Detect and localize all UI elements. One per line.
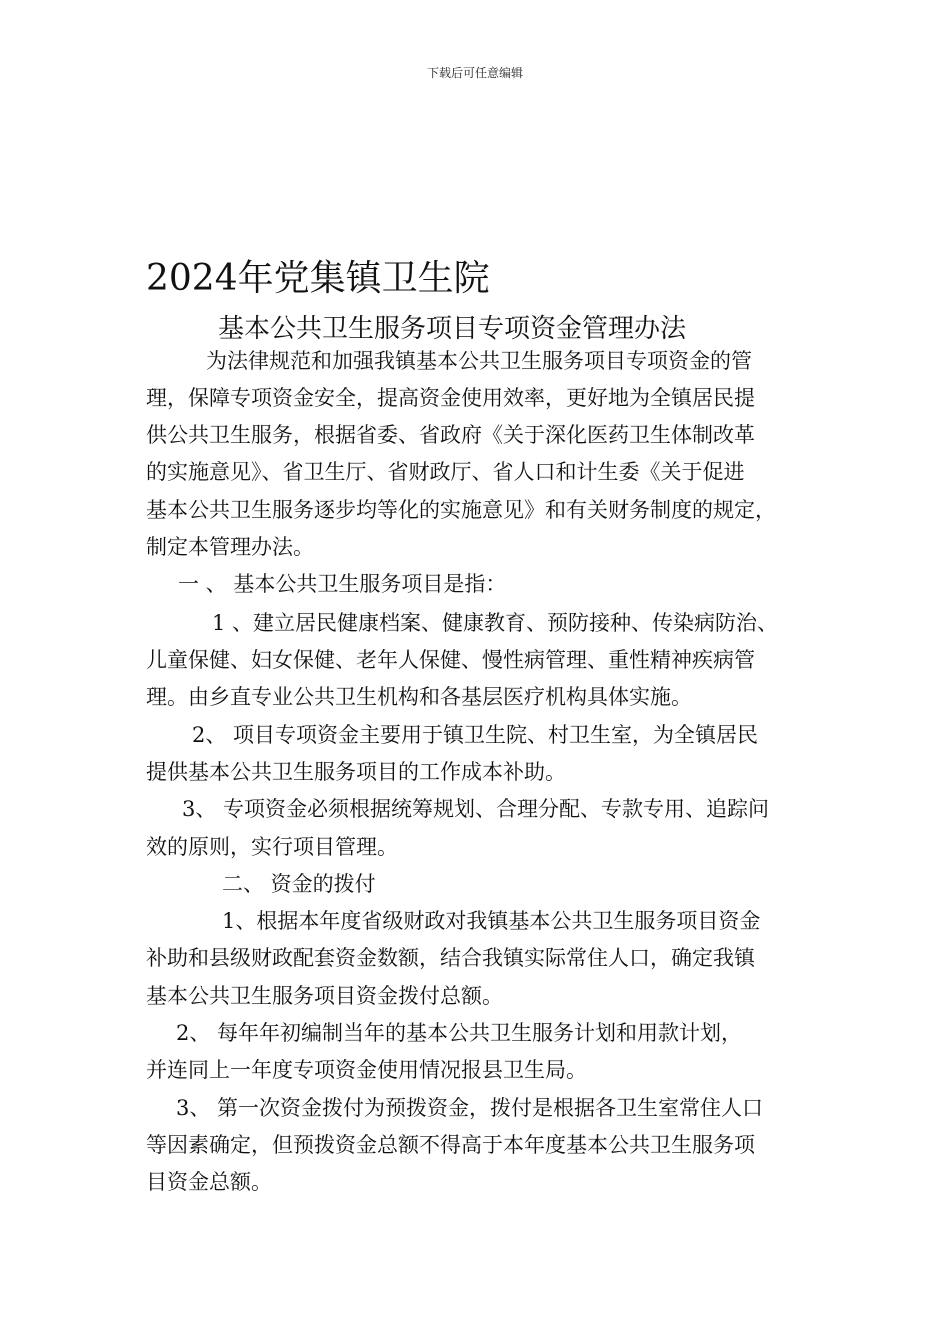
- body-line: 制定本管理办法。: [146, 535, 314, 559]
- body-line: 2、 每年年初编制当年的基本公共卫生服务计划和用款计划，: [176, 1021, 743, 1045]
- document-subtitle: 基本公共卫生服务项目专项资金管理办法: [218, 314, 687, 344]
- body-line: 理。由乡直专业公共卫生机构和各基层医疗机构具体实施。: [146, 685, 692, 709]
- body-line: 等因素确定，但预拨资金总额不得高于本年度基本公共卫生服务项: [146, 1133, 755, 1157]
- body-line: 目资金总额。: [146, 1170, 272, 1194]
- body-line: 3、 专项资金必须根据统筹规划、合理分配、专款专用、追踪问: [182, 797, 770, 821]
- body-line: 1 、建立居民健康档案、健康教育、预防接种、传染病防治、: [212, 611, 779, 635]
- body-line: 供公共卫生服务，根据省委、省政府《关于深化医药卫生体制改革: [146, 423, 755, 447]
- body-line: 补助和县级财政配套资金数额，结合我镇实际常住人口，确定我镇: [146, 946, 755, 970]
- body-line: 理，保障专项资金安全，提高资金使用效率，更好地为全镇居民提: [146, 386, 755, 410]
- body-line: 1、根据本年度省级财政对我镇基本公共卫生服务项目资金: [222, 909, 761, 933]
- header-note: 下载后可任意编辑: [426, 66, 523, 80]
- section-heading: 二、 资金的拨付: [222, 872, 376, 896]
- body-line: 基本公共卫生服务逐步均等化的实施意见》和有关财务制度的规定，: [146, 498, 776, 522]
- body-line: 3、 第一次资金拨付为预拨资金，拨付是根据各卫生室常住人口: [176, 1096, 764, 1120]
- body-line: 2、 项目专项资金主要用于镇卫生院、村卫生室，为全镇居民: [192, 723, 759, 747]
- document-title: 2024年党集镇卫生院: [146, 258, 490, 299]
- body-line: 效的原则，实行项目管理。: [146, 835, 398, 859]
- body-line: 基本公共卫生服务项目资金拨付总额。: [146, 984, 503, 1008]
- body-line: 儿童保健、妇女保健、老年人保健、慢性病管理、重性精神疾病管: [146, 648, 755, 672]
- body-line: 为法律规范和加强我镇基本公共卫生服务项目专项资金的管: [206, 349, 752, 373]
- body-line: 的实施意见》、省卫生厅、省财政厅、省人口和计生委《关于促进: [146, 460, 745, 484]
- section-heading: 一 、 基本公共卫生服务项目是指：: [178, 572, 507, 596]
- body-line: 提供基本公共卫生服务项目的工作成本补助。: [146, 760, 566, 784]
- body-line: 并连同上一年度专项资金使用情况报县卫生局。: [146, 1058, 587, 1082]
